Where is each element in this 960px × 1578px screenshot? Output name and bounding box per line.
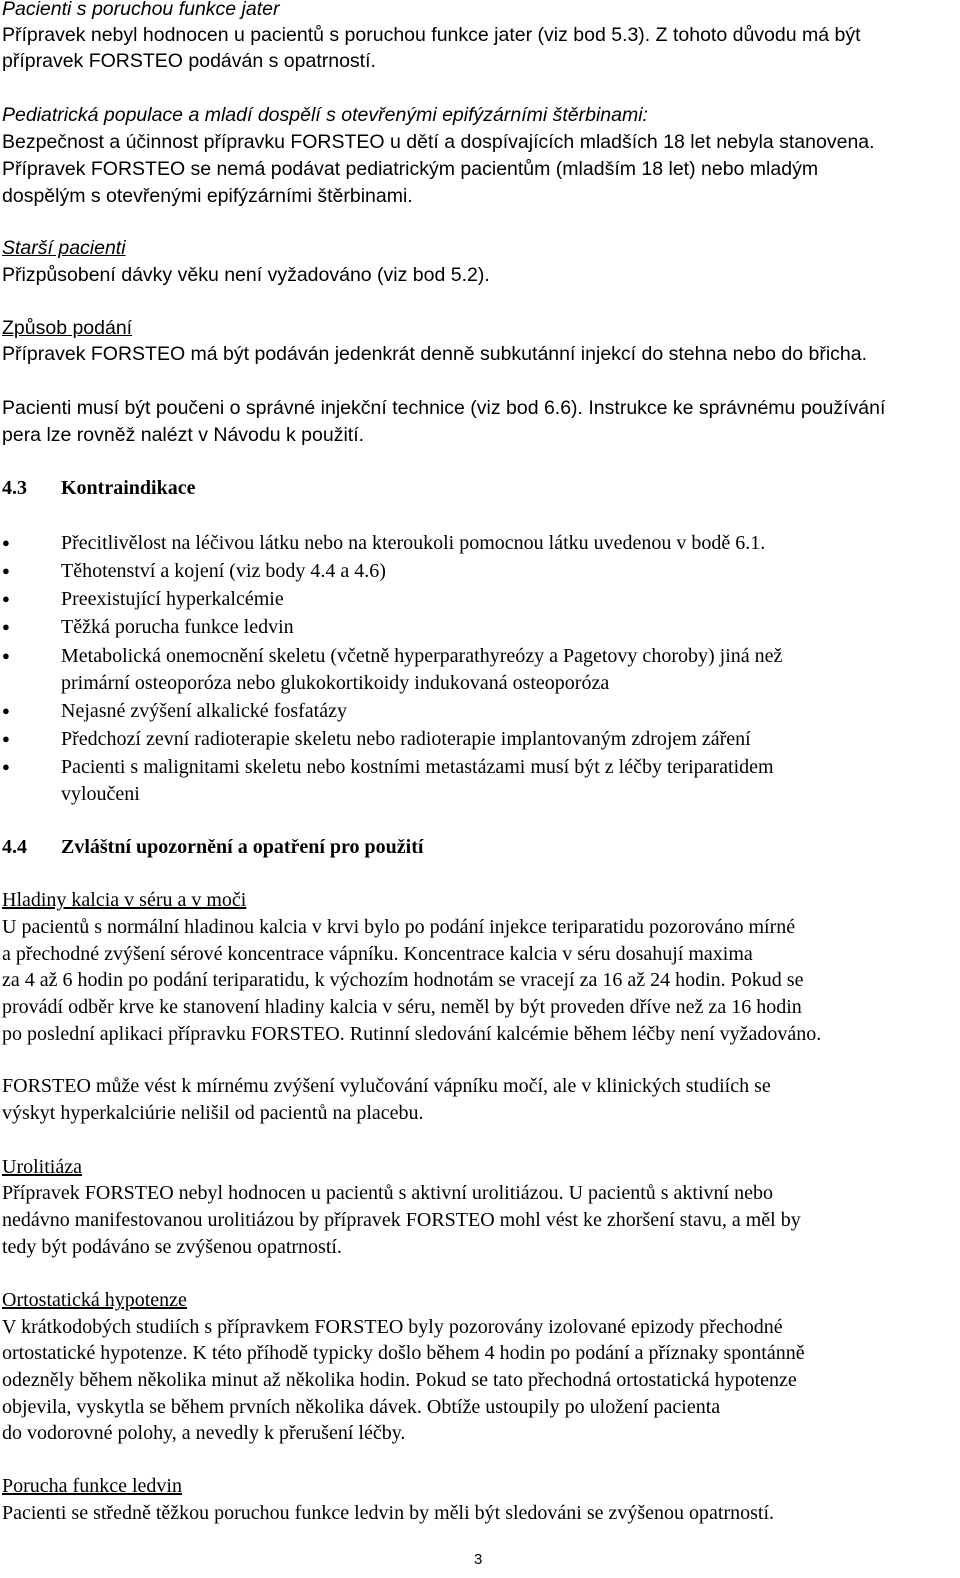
- calcium-text-line: provádí odběr krve ke stanovení hladiny kalcia v séru, neměl by být proveden dříve než za 16 hodin: [2, 996, 802, 1018]
- pediatric-text-line: Přípravek FORSTEO se nemá podávat pediatrickým pacientům (mladším 18 let) nebo mladým: [2, 158, 819, 180]
- section-title: Kontraindikace: [61, 477, 196, 499]
- page-number: 3: [474, 1551, 483, 1568]
- contraindication-text: Předchozí zevní radioterapie skeletu nebo radioterapie implantovaným zdrojem záření: [61, 728, 751, 750]
- administration-heading: Způsob podání: [2, 317, 133, 339]
- bullet-icon: ●: [2, 619, 10, 634]
- contraindication-text: Metabolická onemocnění skeletu (včetně hyperparathyreózy a Pagetovy choroby) jiná než: [61, 645, 783, 667]
- renal-heading: Porucha funkce ledvin: [2, 1475, 182, 1497]
- hypotension-text-line: odezněly během několika minut až několika hodin. Pokud se tato přechodná ortostatická hypotenze: [2, 1369, 797, 1391]
- contraindication-text: Preexistující hyperkalcémie: [61, 588, 284, 610]
- elderly-heading: Starší pacienti: [2, 237, 126, 259]
- contraindication-text: primární osteoporóza nebo glukokortikoidy indukovaná osteoporóza: [61, 672, 610, 694]
- pediatric-text-line: dospělým s otevřenými epifýzárními štěrbinami.: [2, 185, 413, 207]
- renal-text-line: Pacienti se středně těžkou poruchou funkce ledvin by měli být sledováni se zvýšenou opatrností.: [2, 1502, 775, 1524]
- pediatric-text-line: Bezpečnost a účinnost přípravku FORSTEO u dětí a dospívajících mladších 18 let nebyla stanovena.: [2, 131, 875, 153]
- calcium-text-line: výskyt hyperkalciúrie nelišil od pacientů na placebu.: [2, 1102, 424, 1124]
- section-number: 4.4: [2, 836, 27, 858]
- administration-text-line: Přípravek FORSTEO má být podáván jedenkrát denně subkutánní injekcí do stehna nebo do břicha.: [2, 343, 868, 365]
- hypotension-text-line: V krátkodobých studiích s přípravkem FORSTEO byly pozorovány izolované epizody přechodné: [2, 1316, 783, 1338]
- urolithiasis-text-line: tedy být podáváno se zvýšenou opatrností.: [2, 1236, 342, 1258]
- section-title: Zvláštní upozornění a opatření pro použití: [61, 836, 424, 858]
- calcium-text-line: a přechodné zvýšení sérové koncentrace vápníku. Koncentrace kalcia v séru dosahují maxima: [2, 943, 753, 965]
- contraindication-text: Těžká porucha funkce ledvin: [61, 616, 294, 638]
- contraindication-text: Těhotenství a kojení (viz body 4.4 a 4.6): [61, 560, 386, 582]
- urolithiasis-text-line: Přípravek FORSTEO nebyl hodnocen u pacientů s aktivní urolitiázou. U pacientů s aktivní nebo: [2, 1182, 773, 1204]
- hypotension-heading: Ortostatická hypotenze: [2, 1289, 187, 1311]
- elderly-text-line: Přizpůsobení dávky věku není vyžadováno (viz bod 5.2).: [2, 264, 490, 286]
- calcium-text-line: U pacientů s normální hladinou kalcia v krvi bylo po podání injekce teriparatidu pozorováno mírné: [2, 916, 796, 938]
- section-4-3-heading: [2, 475, 195, 501]
- hypotension-text-line: ortostatické hypotenze. K této příhodě typicky došlo během 4 hodin po podání a příznaky spontánně: [2, 1342, 805, 1364]
- hepatic-text-line: přípravek FORSTEO podáván s opatrností.: [2, 50, 376, 72]
- calcium-text-line: za 4 až 6 hodin po podání teriparatidu, k výchozím hodnotám se vracejí za 16 až 24 hodin. Pokud se: [2, 969, 804, 991]
- section-4-4-heading: [2, 834, 423, 860]
- bullet-icon: ●: [2, 759, 10, 774]
- hepatic-heading: Pacienti s poruchou funkce jater: [2, 0, 280, 20]
- contraindication-text: Pacienti s malignitami skeletu nebo kostními metastázami musí být z léčby teriparatidem: [61, 756, 774, 778]
- urolithiasis-text-line: nedávno manifestovanou urolitiázou by přípravek FORSTEO mohl vést ke zhoršení stavu, a měl by: [2, 1209, 801, 1231]
- contraindication-text: Nejasné zvýšení alkalické fosfatázy: [61, 700, 347, 722]
- hypotension-text-line: objevila, vyskytla se během prvních několika dávek. Obtíže ustoupily po uložení pacienta: [2, 1396, 721, 1418]
- contraindication-text: vyloučeni: [61, 783, 140, 805]
- calcium-heading: Hladiny kalcia v séru a v moči: [2, 889, 247, 911]
- urolithiasis-heading: Urolitiáza: [2, 1156, 82, 1178]
- bullet-icon: ●: [2, 648, 10, 663]
- section-number: 4.3: [2, 477, 27, 499]
- bullet-icon: ●: [2, 563, 10, 578]
- bullet-icon: ●: [2, 535, 10, 550]
- administration-text-line: Pacienti musí být poučeni o správné injekční technice (viz bod 6.6). Instrukce ke správnému používání: [2, 397, 886, 419]
- administration-text-line: pera lze rovněž nalézt v Návodu k použití.: [2, 424, 365, 446]
- hepatic-text-line: Přípravek nebyl hodnocen u pacientů s poruchou funkce jater (viz bod 5.3). Z tohoto důvodu má být: [2, 24, 861, 46]
- calcium-text-line: FORSTEO může vést k mírnému zvýšení vylučování vápníku močí, ale v klinických studiích se: [2, 1075, 771, 1097]
- pediatric-heading: Pediatrická populace a mladí dospělí s otevřenými epifýzárními štěrbinami:: [2, 104, 648, 126]
- bullet-icon: ●: [2, 703, 10, 718]
- contraindication-text: Přecitlivělost na léčivou látku nebo na kteroukoli pomocnou látku uvedenou v bodě 6.1.: [61, 532, 766, 554]
- hypotension-text-line: do vodorovné polohy, a nevedly k přerušení léčby.: [2, 1422, 406, 1444]
- bullet-icon: ●: [2, 731, 10, 746]
- calcium-text-line: po poslední aplikaci přípravku FORSTEO. Rutinní sledování kalcémie během léčby není vyžadováno.: [2, 1023, 822, 1045]
- bullet-icon: ●: [2, 591, 10, 606]
